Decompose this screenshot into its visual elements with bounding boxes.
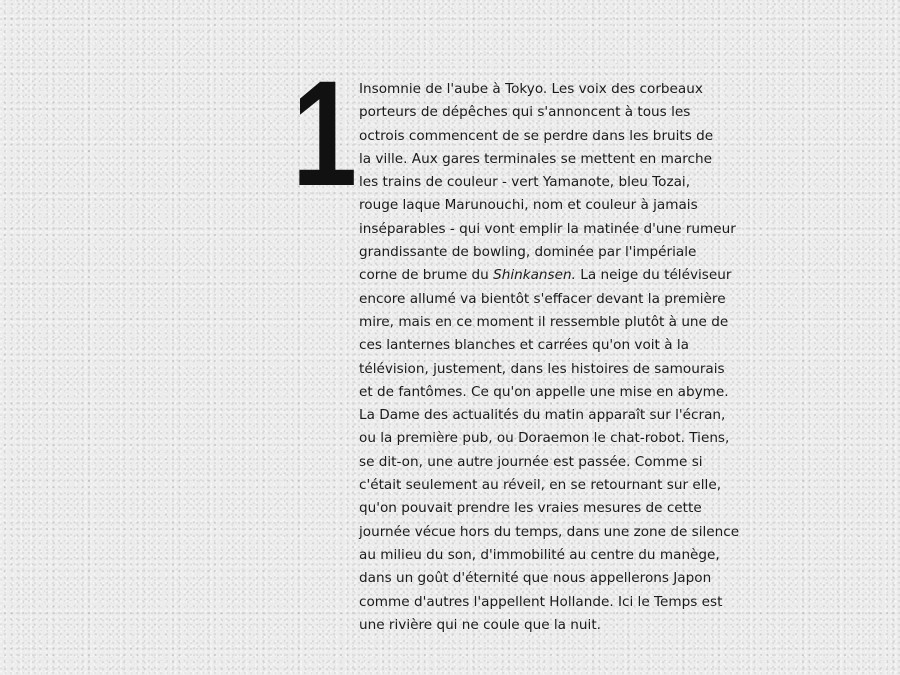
text-line: c'était seulement au réveil, en se retournant sur elle, bbox=[359, 477, 722, 494]
body-text bbox=[359, 78, 789, 637]
text-line: ces lanternes blanches et carrées qu'on voit à la bbox=[359, 337, 689, 354]
text-line: journée vécue hors du temps, dans une zone de silence bbox=[359, 523, 740, 540]
text-line: une rivière qui ne coule que la nuit. bbox=[359, 616, 601, 633]
text-line: porteurs de dépêches qui s'annoncent à tous les bbox=[359, 104, 691, 121]
text-line: octrois commencent de se perdre dans les bruits de bbox=[359, 127, 714, 144]
text-line: comme d'autres l'appellent Hollande. Ici le Temps est bbox=[359, 593, 723, 610]
text-segment: corne de brume du bbox=[359, 267, 494, 284]
text-line: la ville. Aux gares terminales se mettent en marche bbox=[359, 150, 712, 167]
text-segment: La neige du téléviseur bbox=[575, 267, 732, 284]
italic-title: Shinkansen. bbox=[493, 267, 576, 284]
text-line: Insomnie de l'aube à Tokyo. Les voix des corbeaux bbox=[359, 81, 703, 97]
text-line bbox=[359, 264, 789, 287]
text-line: La Dame des actualités du matin apparaît sur l'écran, bbox=[359, 407, 726, 424]
text-line: dans un goût d'éternité que nous appellerons Japon bbox=[359, 570, 712, 587]
text-line: et de fantômes. Ce qu'on appelle une mise en abyme. bbox=[359, 383, 729, 400]
text-line: grandissante de bowling, dominée par l'impériale bbox=[359, 244, 697, 261]
text-line: télévision, justement, dans les histoires de samourais bbox=[359, 360, 725, 377]
text-line: ou la première pub, ou Doraemon le chat-robot. Tiens, bbox=[359, 430, 730, 447]
text-line: encore allumé va bientôt s'effacer devant la première bbox=[359, 290, 726, 307]
text-line: inséparables - qui vont emplir la matinée d'une rumeur bbox=[359, 220, 736, 237]
text-line: les trains de couleur - vert Yamanote, bleu Tozai, bbox=[359, 174, 691, 191]
text-line: se dit-on, une autre journée est passée. Comme si bbox=[359, 453, 703, 470]
text-line: au milieu du son, d'immobilité au centre du manège, bbox=[359, 546, 720, 563]
text-line: rouge laque Marunouchi, nom et couleur à jamais bbox=[359, 197, 698, 214]
chapter-number: 1 bbox=[292, 49, 358, 217]
text-line: qu'on pouvait prendre les vraies mesures de cette bbox=[359, 500, 702, 517]
text-line: mire, mais en ce moment il ressemble plutôt à une de bbox=[359, 313, 729, 330]
